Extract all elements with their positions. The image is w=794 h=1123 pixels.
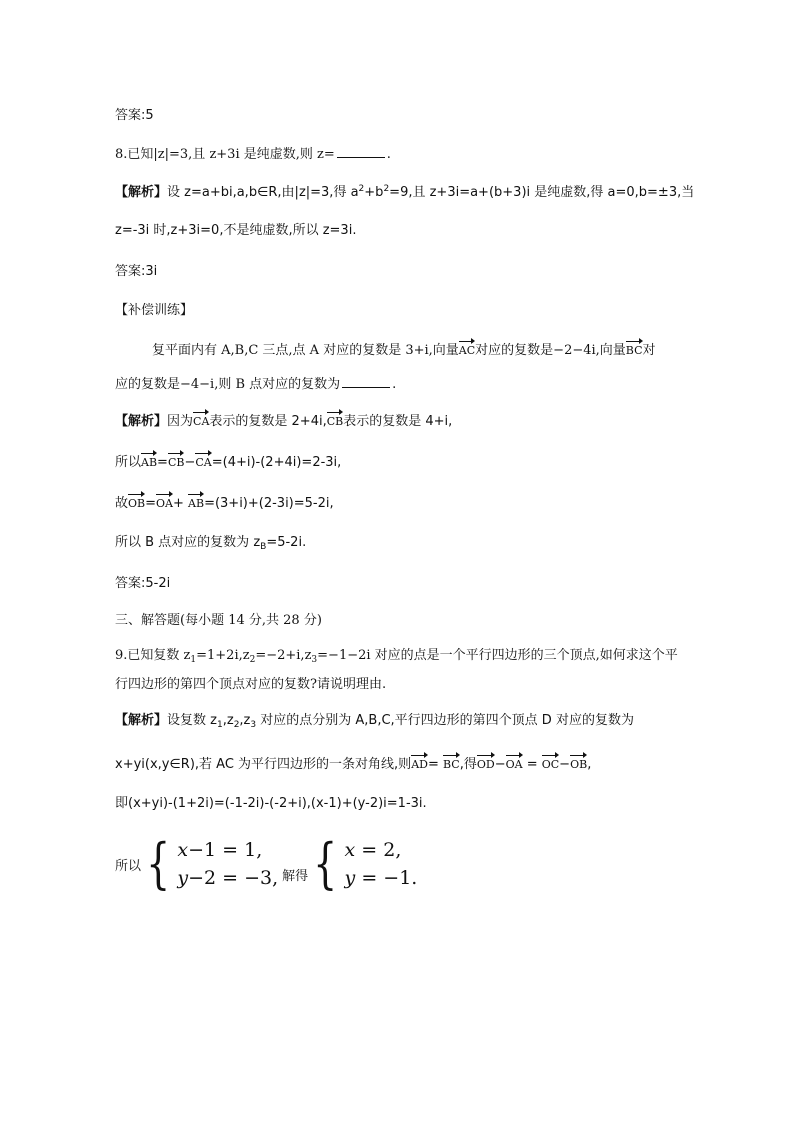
- vector-label: CA: [195, 451, 211, 472]
- solution-9-line-3: 即(x+yi)-(1+2i)=(-1-2i)-(-2+i),(x-1)+(y-2)i=1-3i.: [115, 796, 427, 811]
- vector-label: OC: [542, 753, 559, 774]
- question-9-line-1: 9.已知复数 $z_1=1+2i,z_2=-2+i,z_3=-1-2i$ 对应的点是一个平行四边形的三个顶点,如何求这个平: [115, 648, 678, 665]
- answer-5: 答案:5: [115, 108, 154, 123]
- solution-b-line-2: 所以AB=CB−CA=(4+i)-(2+4i)=2-3i,: [115, 451, 341, 472]
- solution-tag: 【解析】: [115, 713, 168, 728]
- question-number: 8.: [115, 147, 128, 162]
- vector-label: OD: [477, 753, 495, 774]
- solve-label: 解得: [282, 868, 309, 884]
- equation-line: y−2 = −3,: [177, 867, 279, 889]
- so-label: 所以: [115, 858, 142, 874]
- answer-8: 答案:3i: [115, 264, 158, 279]
- vector-label: OB: [570, 753, 587, 774]
- solution-b-line-1: 【解析】因为CA表示的复数是 2+4i,CB表示的复数是 4+i,: [115, 410, 452, 431]
- vector-label: CB: [327, 410, 344, 431]
- solution-tag: 【解析】: [115, 414, 168, 429]
- left-brace: {: [313, 832, 338, 895]
- vector-label: BC: [626, 339, 643, 360]
- equation-line: x−1 = 1,: [177, 839, 263, 861]
- left-brace: {: [146, 832, 171, 895]
- vector-label: AC: [459, 339, 475, 360]
- solution-b-line-3: 故OB=OA+ AB=(3+i)+(2-3i)=5-2i,: [115, 492, 334, 513]
- vector-label: AB: [188, 492, 204, 513]
- solution-tag: 【解析】: [115, 185, 168, 200]
- solution-b-line-4: 所以 B 点对应的复数为 $z_B=5-2i$.: [115, 535, 307, 552]
- question-8: 8.已知|z|=3,且 z+3i 是纯虚数,则 z= .: [115, 147, 391, 162]
- question-9-line-2: 行四边形的第四个顶点对应的复数?请说明理由.: [115, 677, 387, 692]
- solution-9-line-2: x+yi(x,y∈R),若 AC 为平行四边形的一条对角线,则AD= BC,得OD−OA = OC−OB,: [115, 753, 591, 774]
- vector-label: CA: [193, 410, 209, 431]
- compensation-problem-line-2: 应的复数是−4−i,则 B 点对应的复数为 .: [115, 377, 397, 392]
- vector-label: BC: [443, 753, 460, 774]
- vector-label: CB: [168, 451, 185, 472]
- answer-blank: [342, 375, 390, 388]
- equation-line: y = −1.: [344, 867, 418, 889]
- vector-label: OB: [128, 492, 145, 513]
- equation-line: x = 2,: [344, 839, 402, 861]
- equation-system-block: [115, 832, 418, 895]
- section-heading: 三、解答题(每小题 14 分,共 28 分): [115, 613, 322, 628]
- vector-label: AD: [411, 753, 428, 774]
- answer-blank: [337, 145, 385, 158]
- vector-label: OA: [506, 753, 523, 774]
- equation-system-2: [345, 836, 418, 892]
- vector-label: OA: [156, 492, 173, 513]
- compensation-problem-line-1: 复平面内有 A,B,C 三点,点 A 对应的复数是 3+i,向量AC对应的复数是−2−4i,向量BC对: [152, 339, 656, 360]
- solution-8-line-2: z=-3i 时,z+3i=0,不是纯虚数,所以 z=3i.: [115, 223, 357, 238]
- answer-b: 答案:5-2i: [115, 576, 171, 591]
- solution-9-line-1: 【解析】设复数 $z_1,z_2,z_3$ 对应的点分别为 A,B,C,平行四边形的第四个顶点 D 对应的复数为: [115, 713, 634, 730]
- vector-label: AB: [141, 451, 157, 472]
- compensation-heading: 【补偿训练】: [115, 303, 194, 318]
- equation-system-1: [177, 836, 278, 892]
- solution-8-line-1: 【解析】设 z=a+bi,a,b∈R,由|z|=3,得 $a^2+b^2=9$,且 z+3i=a+(b+3)i 是纯虚数,得 a=0,b=±3,当: [115, 184, 695, 200]
- question-text: 已知|z|=3,且 z+3i 是纯虚数,则 z=: [127, 147, 335, 162]
